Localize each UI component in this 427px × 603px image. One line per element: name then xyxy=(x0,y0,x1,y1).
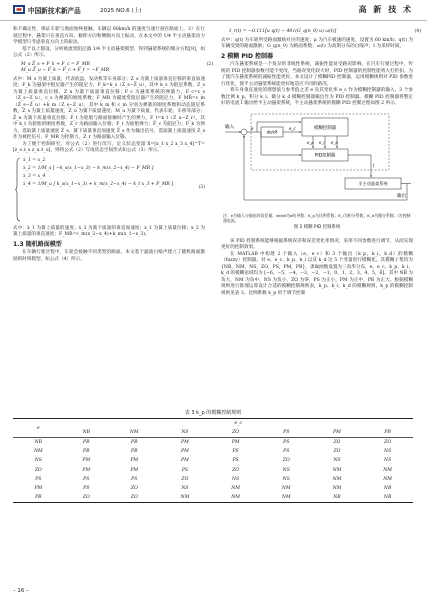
table-cell: NS xyxy=(282,467,290,473)
table-cell: PB xyxy=(83,449,90,455)
state-equation-row: ẋ_2 = 1/M_s [ −k_s(x_1−x_3) − k_m(x_2−x_4) − F_MR ] xyxy=(23,165,154,171)
paragraph: 将车身垂直速度的理想值与参考值之差 e 及其变化率 e_c 作为模糊控制器的输入，3 个参数比例 k_p、积分 k_i、微分 k_d 模糊控制器输出作为 PID 控制器。模糊 PID 控制器将整定好的电流 I 输出给半主动悬架系统，半主动悬架系统的模糊 PID 控制过程如图 2 所示。 xyxy=(221,88,413,106)
table-cell: NM xyxy=(261,493,312,503)
fig-system-block: 半主动悬架系统 xyxy=(358,180,388,186)
fig-derivative-block: de/dt xyxy=(266,129,278,134)
equation-number: (2) xyxy=(206,61,213,67)
equation-line: M_s Z̈_s + F_k + F_c = F_MR xyxy=(21,61,90,67)
table-column-header: NM xyxy=(109,428,160,438)
table-row xyxy=(13,447,413,456)
state-equation-row: ẋ_1 = x_2 xyxy=(23,157,46,163)
table-cell: PS xyxy=(283,440,290,446)
section-heading: 2 模糊 PID 控制器 xyxy=(221,52,274,60)
table-cell: PB xyxy=(131,440,138,446)
equation-number: (3) xyxy=(198,184,205,190)
magazine-logo-icon xyxy=(13,5,25,14)
table-cell: PS xyxy=(232,449,239,455)
block-diagram xyxy=(221,110,413,210)
fig-current-label: I xyxy=(373,162,375,168)
figure-caption: 图 2 模糊 PID 控制系统 xyxy=(293,225,341,230)
table-cell: NB xyxy=(362,493,413,503)
fig-kp-label: K_p xyxy=(307,139,314,145)
figure-note: 注：e为输入与输出的误差量；de/dt为e的导数；K_p为比例系数；K_i为积分系数；K_d为微分系数；I为控制器电流。 xyxy=(223,213,411,223)
table-cell: NM xyxy=(332,467,342,473)
table-cell: ZO xyxy=(384,440,392,446)
table-row xyxy=(13,493,413,503)
table-column-header: PS xyxy=(261,428,312,438)
equation-4 xyxy=(229,29,421,36)
table-cell: NM xyxy=(332,476,342,482)
table-cell: NM xyxy=(281,485,291,491)
state-equation-row: ẋ_4 = 1/M_u [ k_s(x_1−x_3) + k_m(x_2−x_4) − k_t x_3 + F_MR ] xyxy=(23,181,174,187)
table-cell: PM xyxy=(130,467,139,473)
paragraph: 和不确定性，保证车轮与地面始终接触。车辆以 60km/h 的速度匀速行驶在路面上。3）在行驶过程中，悬架只在垂直方向、俯仰方向和侧倾方向上振动，在本文中的 1/4 半主动悬架动力学模型只考虑垂直方向上的振动。 xyxy=(13,27,205,45)
table-cell: NM xyxy=(332,485,342,491)
table-cell: NB xyxy=(312,493,363,503)
table-cell: PS xyxy=(83,485,90,491)
table-row xyxy=(13,438,413,448)
state-equation-row: ẋ_3 = x_4 xyxy=(23,173,46,179)
table-cell: PM xyxy=(82,467,91,473)
equation-line: ż_r(t) = −0.111[u q(t) − 40√(G_q(n_0) u) ω(t)] xyxy=(229,29,337,34)
table-cell: ZO xyxy=(333,440,341,446)
table-row-label: NM xyxy=(33,449,43,455)
issue-label: 2025 NO.6 (上) xyxy=(100,7,142,14)
table-row-label: NB xyxy=(34,440,43,446)
table-cell: NM xyxy=(383,467,392,473)
figure-2 xyxy=(221,110,413,237)
table-cell: NM xyxy=(160,493,211,503)
equation-2 xyxy=(21,61,213,75)
table-column-header: PB xyxy=(362,428,413,438)
page-header xyxy=(0,0,427,21)
table-row xyxy=(13,484,413,493)
table-cell: PS xyxy=(83,476,90,482)
paragraph: 式中：ẋ_1 为簧上质量的速度；ẋ_3 为簧下质量的垂直加速度；x_1 为簧上质量位移；x_2 为簧上质量的垂直速度；F_MR=c_m(x_2−x_4)+k_m(x_1−x_3)。 xyxy=(13,225,205,237)
table-caption: 表 3 k_p 的模糊控制规则 xyxy=(184,410,242,416)
left-column xyxy=(13,27,213,263)
fig-kd-label: K_d xyxy=(331,139,338,145)
table-cell: NS xyxy=(384,458,392,464)
equation-line: M_u Z̈_u − F_k − F_c + F_t = −F_MR xyxy=(21,68,110,73)
paragraph: 基于以上假设，分析被流变阻尼器 1/4 半主动悬架模型，得到悬架系统的微分方程[9]，如公式（2）所示。 xyxy=(13,46,205,58)
table-cell: PS xyxy=(181,467,189,473)
paragraph: 式中：q(t) 为车轮所受路面激励对应的速度；μ 为汽车极速的速度，设置为 60 km/h；q(t) 为车辆受到的路面激励；G_q(n_0) 为路面系数；ω(t) 为高斯分布的白噪声；t 为采样时间。 xyxy=(221,37,413,49)
table-column-header: NS xyxy=(160,428,211,438)
paragraph: 在 MATLAB 中构建 2 个输入（e、e_c）和 3 个输出（k_p、k_i、k_d）的模糊（fuzzy）控制器。对 e、e_c、k_p、k_i 以及 k_d 这 5 个变量进行模糊化。其模糊子集均为{NB，NM，NS，ZO，PS，PM，PB}，隶属函数设置为三角形分布，e、e_c、k_p、k_i、k_d 的模糊论域均为 [−6，−5，−4，−3，−2，−1，0，1，2，3，4，5，6]。其中 NB 为负大，NM 为负中，NS 为负小，ZO 为零，PS 为正小，PM 为正中，PB 为正大。根据模糊规则进行推理运算设计合适的模糊控制规则表，k_p、k_i、k_d 的模糊规则，k_p 的模糊控制规则见表 3。比例系数 k_p 用于调节控制 xyxy=(221,251,413,296)
table-cell: ZO xyxy=(282,458,290,464)
left-brace-icon xyxy=(15,157,21,222)
table-cell: PM xyxy=(181,449,189,455)
table-cell: PS xyxy=(283,449,290,455)
table-cell: ZO xyxy=(109,493,160,503)
paragraph: 汽车悬架系统是一个复杂的非线性系统，减振性能易受路况影响。在汽车行驶过程中，传统的 PID 控制器参数可能不更改，当路况变化较大时，PID 控制器的控制性能将大打折扣。为了使汽车悬架系统的减振性能更好，本文设计了模糊PID 控制器，运用模糊规则对 PID 参数进行优化，使半主动悬架系统能更好地适应不同的路况。 xyxy=(221,62,413,87)
paragraph: 式中：M_s 为簧上质量，代表底盘、发动机等车身部分；Z_s 为簧上质量垂直位移的垂直加速度；F_k 为悬架中阻尼器产生的阻尼力，F_k=k_s（Z_s−Z_u），其中 k_s 为阻尼系数，Z_s 为簧上质量垂直位移，Z_u 为簧下质量垂直位移；F_c 为悬架系统的弹簧力，F_c=c_s（Z_s−Z_u），c_s 为弹簧的刚度系数；F_MR 为磁流变阻尼器产生的阻尼力，F_MR=c_m（Ż_s−Ż_u）+k_m（Z_s−Z_u），其中 k_m 和 c_m 分别为弹簧的刚度系数和动态阻尼系数，Ż_s 为簧上质量速度，Ż_u 为簧下质量速度；M_u 为簧下质量，代表车轮、车桥等部分；Z̈_u 为簧下质量垂直位移；F_t 为轮胎与路面接触时产生的弹力，F_t=k_t（Z_u−Z_r），其中 k_t 为轮胎的刚度系数，Z_r 为路面输入位移；F_t 为轮胎弹力；F_c 为阻尼力；F_k 为弹力。选取簧上质量速度 Ż_s、簧下质量垂直加速度 Z̈_s 作为输出信号，选取簧上质量速度 Ż_s 作为被控信号，F_MR 为控制力，Z_r 为路面输入位移。 xyxy=(13,76,205,140)
paragraph: 为了便于控制研究，对公式（2）进行改写，定义状态变量 X=[x_1 x_2 x_3 x_4]^T=[z_s ż_s z_u ż_u]，则将公式（2）写成状态空间形式如公式（3）所示。 xyxy=(13,141,205,153)
table-cell: ZO xyxy=(130,485,138,491)
table-cell: NM xyxy=(383,476,392,482)
fig-pid-block: PID控制器 xyxy=(314,153,336,158)
table-row-label: NS xyxy=(34,458,42,464)
table-cell: PM xyxy=(82,458,91,464)
table-row-label: PB xyxy=(13,493,64,503)
table-cell: ZO xyxy=(232,467,240,473)
table-column-header: ZO xyxy=(210,428,261,438)
right-column xyxy=(221,27,421,297)
equation-3 xyxy=(15,157,205,224)
table-cell: ZO xyxy=(333,449,341,455)
table-cell: PB xyxy=(83,440,90,446)
table-cell: NS xyxy=(384,449,392,455)
table-stub-header: e xyxy=(13,419,64,438)
section-heading: 1.3 随机路面模型 xyxy=(13,240,62,248)
table-cell: NM xyxy=(210,493,261,503)
table-row xyxy=(13,456,413,465)
fig-ki-label: K_i xyxy=(319,139,325,145)
summing-junction-icon xyxy=(241,129,247,135)
table-column-header: PM xyxy=(312,428,363,438)
table-cell: NS xyxy=(181,485,189,491)
fig-fuzzy-block: 模糊控制器 xyxy=(314,125,336,131)
equation-number: (4) xyxy=(414,29,421,34)
table-cell: PS xyxy=(131,476,138,482)
table-cell: PS xyxy=(232,458,239,464)
table-cell: NS xyxy=(282,476,290,482)
table-row-label: ZO xyxy=(34,467,42,473)
fig-output-label: 输出 xyxy=(397,193,407,199)
table-row-label: PS xyxy=(35,476,42,482)
paragraph: 在车辆行驶过程中，车轮会接触不同类型的路面。本文基于滤波白噪声建立了随机路面激励的时域模型，如公式（4）所示。 xyxy=(13,250,205,262)
table-cell: NS xyxy=(232,476,240,482)
table-cell: ZO xyxy=(64,493,109,503)
table-cell: PM xyxy=(130,458,139,464)
table-cell: NM xyxy=(231,485,240,491)
table-row-label: PM xyxy=(34,485,43,491)
table-column-header: NB xyxy=(64,428,109,438)
table-3 xyxy=(13,409,413,503)
table-cell: PM xyxy=(181,440,189,446)
fig-input-label: 输入 xyxy=(225,124,235,130)
table-row xyxy=(13,465,413,474)
table-row xyxy=(13,475,413,484)
table-cell: ZO xyxy=(181,476,189,482)
fig-ec-label: e_c xyxy=(289,125,296,131)
fig-error-label: e xyxy=(251,125,254,131)
table-cell: NB xyxy=(383,485,392,491)
section-title: 高 新 技 术 xyxy=(358,4,413,14)
page-number: – 16 – xyxy=(13,588,29,594)
paragraph: 该 PID 控制系统能够根据系统误差和误差变化率情况，采用不同参数进行调节，从而实现更好的控制效果。 xyxy=(221,238,413,250)
table-cell: PB xyxy=(131,449,138,455)
table-cell: PM xyxy=(181,458,189,464)
table-ec-header: e_c xyxy=(64,419,413,429)
magazine-title: 中国新技术新产品 xyxy=(28,7,81,15)
table-cell: NS xyxy=(333,458,341,464)
table-cell: PM xyxy=(231,440,240,446)
fuzzy-rule-table xyxy=(13,418,413,503)
